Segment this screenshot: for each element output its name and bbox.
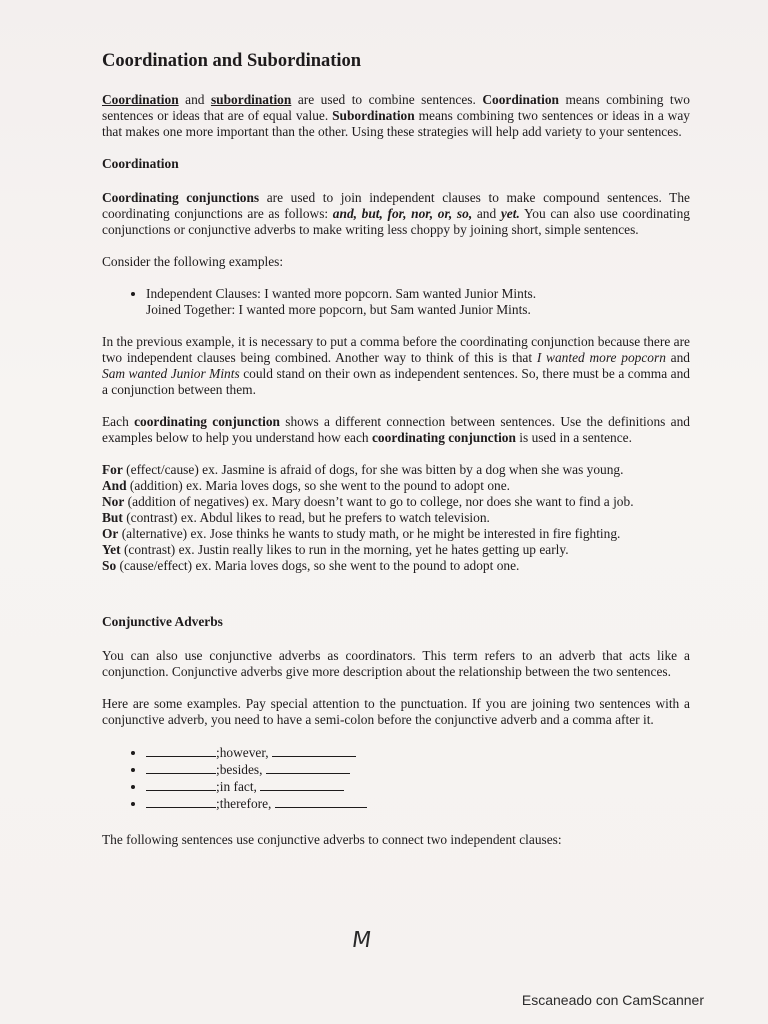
adverbs-paragraph-1: You can also use conjunctive adverbs as coordinators. This term refers to an adverb that acts like a conjunction. Conjunctive adverbs give more description about the relationship between the two sentences. bbox=[102, 648, 690, 679]
definition-text: (cause/effect) ex. Maria loves dogs, so she went to the pound to adopt one. bbox=[116, 558, 520, 573]
prev-and: and bbox=[665, 350, 690, 365]
blank-item-besides bbox=[146, 761, 690, 778]
blank-line bbox=[275, 795, 367, 808]
definition-word: Yet bbox=[102, 542, 121, 557]
prev-text-2: could stand on their own as independent sentences. So, there must be a comma and a conjunction between them. bbox=[102, 366, 690, 397]
blank-line bbox=[260, 778, 344, 791]
handwritten-mark: M bbox=[350, 928, 373, 953]
coord-text-1: are used to join independent clauses to make compound sentences. The coordinating conjunctions are as follows: bbox=[102, 190, 690, 221]
coord-text-2: You can also use coordinating conjunctions or conjunctive adverbs to make writing less choppy by joining short, simple sentences. bbox=[102, 206, 690, 237]
conjunction-list: and, but, for, nor, or, so, bbox=[332, 206, 473, 221]
blank-line bbox=[272, 744, 356, 757]
definition-text: (contrast) ex. Justin really likes to run in the morning, yet he hates getting up early. bbox=[120, 542, 569, 557]
definition-word: For bbox=[102, 462, 123, 477]
blank-item-however bbox=[146, 744, 690, 761]
closing-line: The following sentences use conjunctive adverbs to connect two independent clauses: bbox=[102, 832, 562, 847]
blank-adverb: ;in fact, bbox=[216, 779, 261, 794]
intro-bold-coordination: Coordination bbox=[482, 92, 559, 107]
blank-line bbox=[146, 778, 216, 791]
adverbs-paragraph-2: Here are some examples. Pay special attention to the punctuation. If you are joining two sentences with a conjunctive adverb, you need to have a semi-colon before the conjunctive adverb and a comma after it. bbox=[102, 696, 690, 727]
coord-bold-term: Coordinating conjunctions bbox=[102, 190, 260, 205]
scanner-watermark: Escaneado con CamScanner bbox=[521, 992, 704, 1008]
example-independent-clauses: Independent Clauses: I wanted more popcorn. Sam wanted Junior Mints. bbox=[146, 286, 537, 301]
conjunction-yet: yet. bbox=[500, 206, 520, 221]
each-text-2: shows a different connection between sentences. Use the definitions and examples below to help you understand how each bbox=[102, 414, 691, 445]
intro-text-3: means combining two sentences or ideas that are of equal value. bbox=[102, 92, 690, 123]
fill-in-blank-list bbox=[102, 744, 690, 812]
example-list bbox=[102, 286, 690, 318]
definition-word: But bbox=[102, 510, 123, 525]
each-conjunction-paragraph bbox=[102, 414, 690, 446]
prev-italic-1: I wanted more popcorn bbox=[536, 350, 666, 365]
blank-line bbox=[146, 744, 216, 757]
definition-word: Or bbox=[102, 526, 119, 541]
term-coordination: Coordination bbox=[102, 92, 179, 107]
example-item bbox=[146, 286, 690, 318]
definition-nor bbox=[102, 494, 690, 510]
definition-and bbox=[102, 478, 690, 494]
intro-bold-subordination: Subordination bbox=[332, 108, 415, 123]
prev-text-1: In the previous example, it is necessary to put a comma before the coordinating conjunction because there are two independent clauses being combined. Another way to think of this is that bbox=[102, 334, 690, 365]
each-bold-2: coordinating conjunction bbox=[371, 430, 516, 445]
definition-text: (addition) ex. Maria loves dogs, so she went to the pound to adopt one. bbox=[126, 478, 511, 493]
each-bold-1: coordinating conjunction bbox=[134, 414, 280, 429]
definition-word: Nor bbox=[102, 494, 125, 509]
blank-adverb: ;however, bbox=[216, 745, 272, 760]
definition-text: (contrast) ex. Abdul likes to read, but he prefers to watch television. bbox=[122, 510, 490, 525]
blank-line bbox=[146, 795, 216, 808]
heading-coordination: Coordination bbox=[102, 156, 179, 171]
intro-text-4: means combining two sentences or ideas in a way that makes one more important than the other. Using these strategies will help add variety to your sentences. bbox=[102, 108, 690, 139]
term-subordination: subordination bbox=[210, 92, 292, 107]
definition-yet bbox=[102, 542, 690, 558]
heading-conjunctive-adverbs: Conjunctive Adverbs bbox=[102, 614, 223, 629]
each-text-3: is used in a sentence. bbox=[515, 430, 632, 445]
example-joined-together: Joined Together: I wanted more popcorn, but Sam wanted Junior Mints. bbox=[146, 302, 531, 317]
blank-item-therefore bbox=[146, 795, 690, 812]
definition-so bbox=[102, 558, 690, 574]
intro-text-1: and bbox=[178, 92, 211, 107]
blank-line bbox=[146, 761, 216, 774]
prev-italic-2: Sam wanted Junior Mints bbox=[102, 366, 240, 381]
coord-and: and bbox=[472, 206, 501, 221]
definition-text: (addition of negatives) ex. Mary doesn’t want to go to college, nor does she want to find a job. bbox=[124, 494, 634, 509]
intro-text-2: are used to combine sentences. bbox=[291, 92, 483, 107]
document-body bbox=[102, 50, 690, 864]
definition-but bbox=[102, 510, 690, 526]
consider-line: Consider the following examples: bbox=[102, 254, 284, 269]
blank-adverb: ;besides, bbox=[216, 762, 266, 777]
conjunction-definitions bbox=[102, 462, 690, 574]
coordinating-conjunctions-paragraph bbox=[102, 190, 690, 238]
definition-text: (effect/cause) ex. Jasmine is afraid of dogs, for she was bitten by a dog when she was young. bbox=[122, 462, 624, 477]
blank-item-in-fact bbox=[146, 778, 690, 795]
blank-adverb: ;therefore, bbox=[216, 796, 275, 811]
definition-or bbox=[102, 526, 690, 542]
page-title: Coordination and Subordination bbox=[102, 51, 362, 71]
blank-line bbox=[266, 761, 350, 774]
previous-example-paragraph bbox=[102, 334, 690, 398]
definition-for bbox=[102, 462, 690, 478]
intro-paragraph bbox=[102, 92, 690, 140]
definition-word: So bbox=[102, 558, 117, 573]
each-text-1: Each bbox=[102, 414, 135, 429]
definition-text: (alternative) ex. Jose thinks he wants to study math, or he might be interested in fire fighting. bbox=[118, 526, 621, 541]
definition-word: And bbox=[102, 478, 127, 493]
